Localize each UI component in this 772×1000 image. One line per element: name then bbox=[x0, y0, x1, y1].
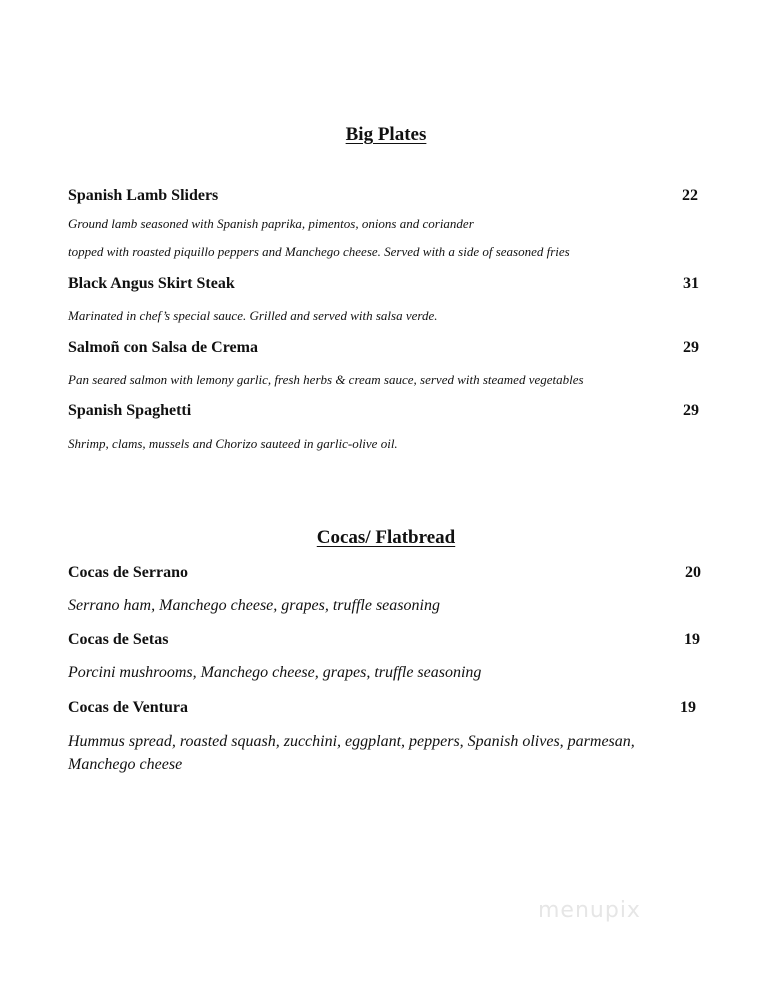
item-description-line: Shrimp, clams, mussels and Chorizo sauteed in garlic-olive oil. bbox=[68, 436, 398, 451]
item-description-line: Porcini mushrooms, Manchego cheese, grapes, truffle seasoning bbox=[68, 664, 482, 681]
item-name-spanish-lamb-sliders: Spanish Lamb Sliders bbox=[68, 187, 219, 204]
item-description-line: topped with roasted piquillo peppers and Manchego cheese. Served with a side of seasoned fries bbox=[68, 244, 570, 259]
item-price-salmon-con-salsa-de-crema: 29 bbox=[683, 339, 699, 356]
item-name-spanish-spaghetti: Spanish Spaghetti bbox=[68, 402, 192, 419]
item-description-line: Manchego cheese bbox=[68, 756, 183, 773]
item-description-line: Serrano ham, Manchego cheese, grapes, truffle seasoning bbox=[68, 597, 440, 614]
item-price-spanish-spaghetti: 29 bbox=[683, 402, 699, 419]
item-name-black-angus-skirt-steak: Black Angus Skirt Steak bbox=[68, 275, 235, 292]
item-name-cocas-de-ventura: Cocas de Ventura bbox=[68, 699, 189, 716]
item-price-cocas-de-ventura: 19 bbox=[680, 699, 696, 716]
item-price-black-angus-skirt-steak: 31 bbox=[683, 275, 699, 292]
item-name-cocas-de-setas: Cocas de Setas bbox=[68, 631, 169, 648]
item-description-line: Hummus spread, roasted squash, zucchini, eggplant, peppers, Spanish olives, parmesan, bbox=[68, 733, 635, 750]
item-description-line: Pan seared salmon with lemony garlic, fresh herbs & cream sauce, served with steamed vegetables bbox=[68, 372, 584, 387]
item-name-cocas-de-serrano: Cocas de Serrano bbox=[68, 564, 188, 581]
menupix-watermark-logo: menupix bbox=[538, 898, 641, 923]
section-title-cocas-flatbread: Cocas/ Flatbread bbox=[316, 527, 456, 548]
item-name-salmon-con-salsa-de-crema: Salmoñ con Salsa de Crema bbox=[68, 339, 258, 356]
section-title-big-plates: Big Plates bbox=[345, 124, 427, 145]
item-price-cocas-de-serrano: 20 bbox=[685, 564, 701, 581]
item-description-line: Marinated in chef’s special sauce. Grilled and served with salsa verde. bbox=[68, 308, 438, 323]
item-price-spanish-lamb-sliders: 22 bbox=[682, 187, 698, 204]
item-price-cocas-de-setas: 19 bbox=[684, 631, 700, 648]
item-description-line: Ground lamb seasoned with Spanish paprika, pimentos, onions and coriander bbox=[68, 216, 474, 231]
